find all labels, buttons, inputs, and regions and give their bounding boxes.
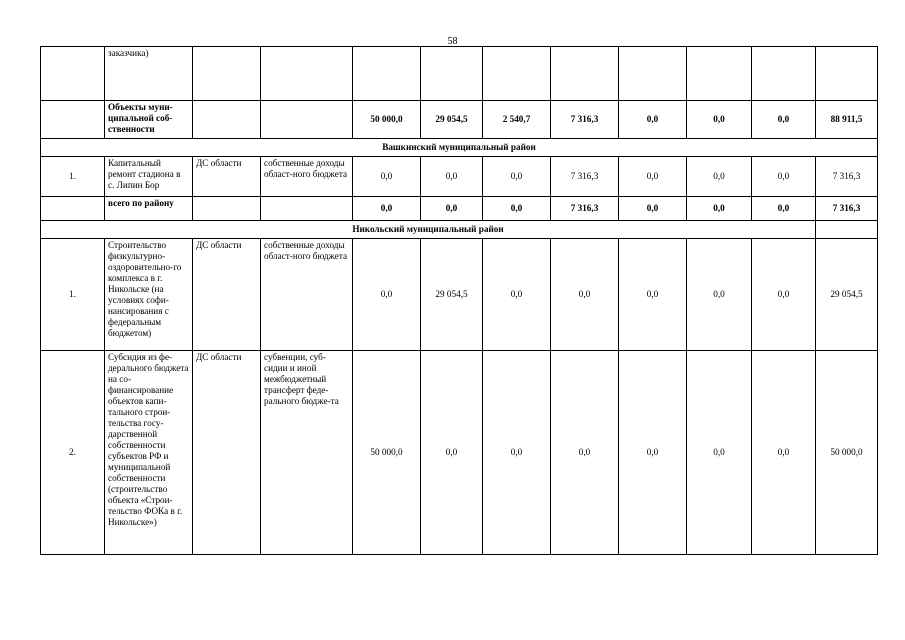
cell-value: 7 316,3 [551,101,619,139]
table-row [41,351,878,555]
cell-value: 0,0 [687,101,752,139]
cell-value: 7 316,3 [551,197,619,221]
cell-value: 0,0 [421,197,483,221]
cell-executor: ДС области [193,239,261,351]
cell-value: 0,0 [752,351,816,555]
table-row [41,157,878,197]
cell-value: 0,0 [353,239,421,351]
section-header-vashkinsky [41,139,878,157]
cell-value: 0,0 [619,197,687,221]
cell-value: 0,0 [483,239,551,351]
cell-value: 50 000,0 [353,101,421,139]
cell-index: 1. [41,157,105,197]
cell-index: 1. [41,239,105,351]
cell-source: субвенции, суб-сидии и иной межбюджетный трансферт феде-рального бюдже-та [261,351,353,555]
cell-value: 0,0 [421,157,483,197]
cell-value: 0,0 [619,239,687,351]
cell-value: 0,0 [687,157,752,197]
cell-name: Объекты муни-ципальной соб-ственности [105,101,193,139]
cell-name: всего по району [105,197,193,221]
cell-value: 50 000,0 [816,351,878,555]
cell-value: 7 316,3 [551,157,619,197]
cell-value: 0,0 [551,351,619,555]
cell-name: заказчика) [105,47,193,101]
cell-executor: ДС области [193,351,261,555]
cell-value: 29 054,5 [421,239,483,351]
cell-value: 0,0 [752,101,816,139]
cell-value: 50 000,0 [353,351,421,555]
cell-value: 88 911,5 [816,101,878,139]
cell-value: 0,0 [353,197,421,221]
cell-value: 0,0 [551,239,619,351]
table-row-district-total [41,197,878,221]
cell-index: 2. [41,351,105,555]
cell-value: 29 054,5 [421,101,483,139]
cell-source: собственные доходы област-ного бюджета [261,239,353,351]
cell-value: 0,0 [483,157,551,197]
cell-value: 0,0 [483,197,551,221]
cell-name: Субсидия из фе-дерального бюджета на со-финансирование объектов капи-тального строи-тельства госу-дарственной собственности субъектов РФ и муниципальной собственности (строительство объекта «Строи-тельство ФОКа в г. Никольске») [105,351,193,555]
cell-value: 7 316,3 [816,157,878,197]
page-number: 58 [447,36,458,47]
budget-table [40,46,878,555]
cell-value: 0,0 [421,351,483,555]
section-title: Никольский муниципальный район [41,221,816,239]
cell-value: 0,0 [619,351,687,555]
cell-value: 0,0 [752,197,816,221]
section-title: Вашкинский муниципальный район [41,139,878,157]
cell-executor: ДС области [193,157,261,197]
cell-source: собственные доходы област-ного бюджета [261,157,353,197]
cell-value: 0,0 [687,351,752,555]
cell-value: 0,0 [687,197,752,221]
cell-value: 0,0 [353,157,421,197]
cell-value: 0,0 [483,351,551,555]
cell-value: 0,0 [687,239,752,351]
table-row [41,239,878,351]
cell-value: 0,0 [752,157,816,197]
table-row-continued [41,47,878,101]
cell-value: 29 054,5 [816,239,878,351]
cell-value: 2 540,7 [483,101,551,139]
cell-value: 7 316,3 [816,197,878,221]
cell-value: 0,0 [752,239,816,351]
cell-name: Капитальный ремонт стадиона в с. Липин Бор [105,157,193,197]
cell-value: 0,0 [619,157,687,197]
cell-value: 0,0 [619,101,687,139]
table-row-objects-total [41,101,878,139]
section-header-nikolsky [41,221,878,239]
cell-name: Строительство физкультурно-оздоровительно-го комплекса в г. Никольске (на условиях софи-нансирования с федеральным бюджетом) [105,239,193,351]
